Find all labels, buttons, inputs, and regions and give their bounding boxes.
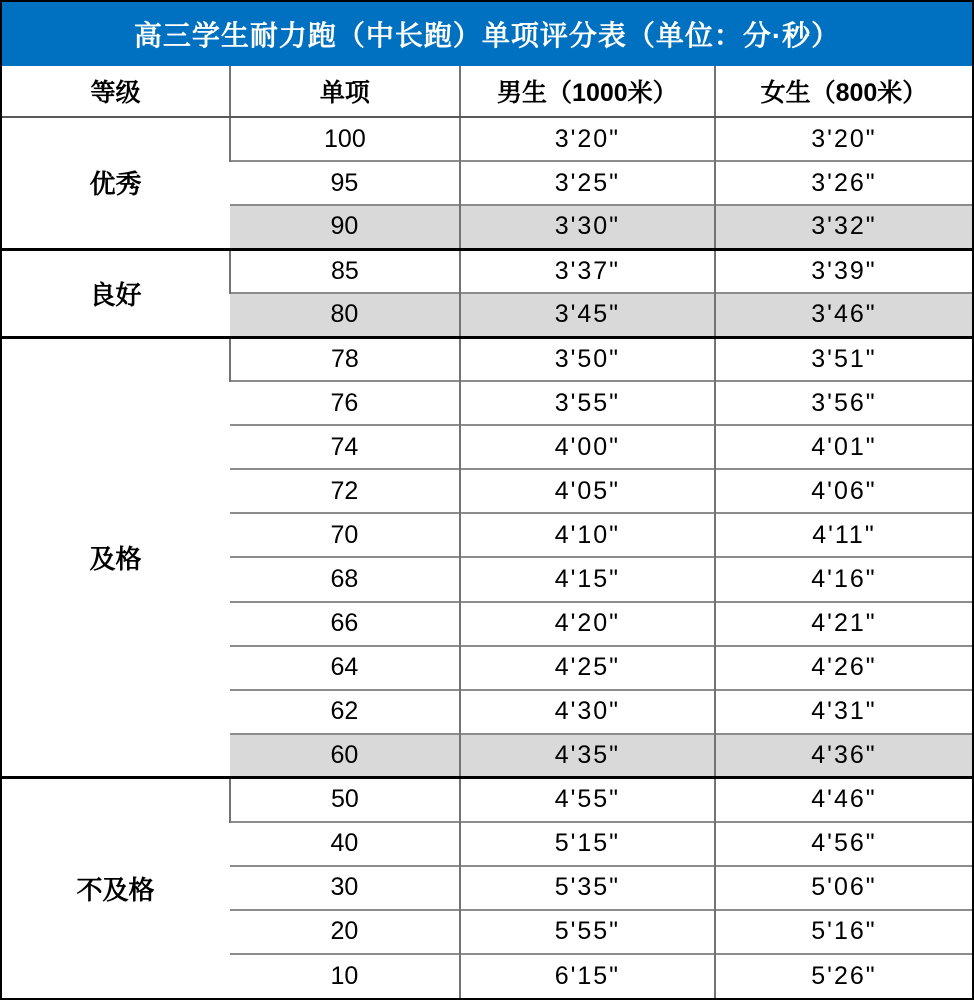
header-row: [2, 66, 972, 117]
girls-time-cell: 4'46": [715, 778, 972, 822]
table-row: [2, 117, 972, 161]
score-cell: 95: [230, 161, 460, 205]
girls-time-cell: 5'26": [715, 954, 972, 998]
girls-time-cell: 5'06": [715, 866, 972, 910]
score-cell: 90: [230, 205, 460, 249]
boys-time-cell: 3'20": [460, 117, 715, 161]
girls-time-cell: 4'16": [715, 557, 972, 601]
header-score: 单项: [230, 66, 460, 117]
header-girls: 女生（800米）: [715, 66, 972, 117]
score-cell: 50: [230, 778, 460, 822]
boys-time-cell: 3'37": [460, 249, 715, 293]
boys-time-cell: 4'00": [460, 425, 715, 469]
boys-time-cell: 5'35": [460, 866, 715, 910]
score-cell: 72: [230, 469, 460, 513]
score-cell: 30: [230, 866, 460, 910]
score-cell: 74: [230, 425, 460, 469]
table-row: [2, 778, 972, 822]
girls-time-cell: 3'26": [715, 161, 972, 205]
boys-time-cell: 4'35": [460, 734, 715, 778]
girls-time-cell: 3'32": [715, 205, 972, 249]
score-cell: 66: [230, 602, 460, 646]
score-cell: 20: [230, 910, 460, 954]
score-cell: 80: [230, 293, 460, 337]
score-cell: 60: [230, 734, 460, 778]
girls-time-cell: 4'06": [715, 469, 972, 513]
table-header: [2, 66, 972, 117]
girls-time-cell: 3'20": [715, 117, 972, 161]
boys-time-cell: 3'25": [460, 161, 715, 205]
girls-time-cell: 4'21": [715, 602, 972, 646]
girls-time-cell: 3'39": [715, 249, 972, 293]
grade-cell-fail: 不及格: [2, 778, 230, 998]
score-cell: 68: [230, 557, 460, 601]
score-cell: 40: [230, 822, 460, 866]
girls-time-cell: 3'51": [715, 337, 972, 381]
girls-time-cell: 3'46": [715, 293, 972, 337]
grade-cell-pass: 及格: [2, 337, 230, 777]
boys-time-cell: 3'45": [460, 293, 715, 337]
score-cell: 76: [230, 381, 460, 425]
score-cell: 78: [230, 337, 460, 381]
girls-time-cell: 4'36": [715, 734, 972, 778]
score-cell: 100: [230, 117, 460, 161]
boys-time-cell: 3'55": [460, 381, 715, 425]
boys-time-cell: 4'10": [460, 513, 715, 557]
boys-time-cell: 4'25": [460, 646, 715, 690]
girls-time-cell: 4'11": [715, 513, 972, 557]
table-row: [2, 249, 972, 293]
header-boys: 男生（1000米）: [460, 66, 715, 117]
girls-time-cell: 4'56": [715, 822, 972, 866]
score-cell: 62: [230, 690, 460, 734]
boys-time-cell: 4'55": [460, 778, 715, 822]
score-cell: 10: [230, 954, 460, 998]
boys-time-cell: 4'05": [460, 469, 715, 513]
score-cell: 64: [230, 646, 460, 690]
score-cell: 85: [230, 249, 460, 293]
table-title: 高三学生耐力跑（中长跑）单项评分表（单位：分·秒）: [2, 2, 972, 66]
boys-time-cell: 3'50": [460, 337, 715, 381]
header-grade: 等级: [2, 66, 230, 117]
grade-cell-good: 良好: [2, 249, 230, 337]
grade-cell-excellent: 优秀: [2, 117, 230, 249]
girls-time-cell: 5'16": [715, 910, 972, 954]
boys-time-cell: 4'30": [460, 690, 715, 734]
boys-time-cell: 4'15": [460, 557, 715, 601]
scoring-table: [2, 66, 972, 998]
boys-time-cell: 5'15": [460, 822, 715, 866]
boys-time-cell: 6'15": [460, 954, 715, 998]
boys-time-cell: 4'20": [460, 602, 715, 646]
boys-time-cell: 3'30": [460, 205, 715, 249]
score-cell: 70: [230, 513, 460, 557]
girls-time-cell: 3'56": [715, 381, 972, 425]
girls-time-cell: 4'31": [715, 690, 972, 734]
girls-time-cell: 4'01": [715, 425, 972, 469]
girls-time-cell: 4'26": [715, 646, 972, 690]
boys-time-cell: 5'55": [460, 910, 715, 954]
table-row: [2, 337, 972, 381]
